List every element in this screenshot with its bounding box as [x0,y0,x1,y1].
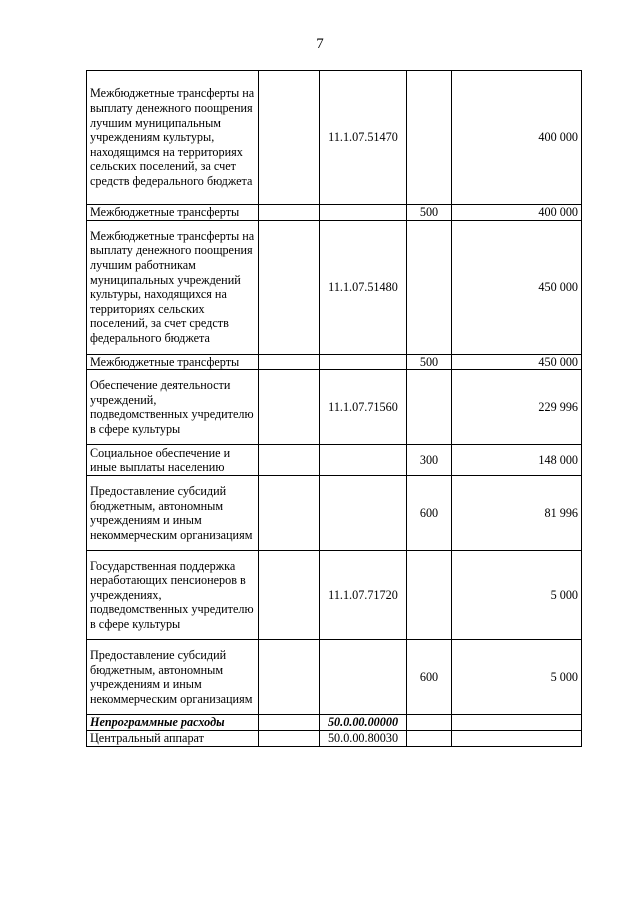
item-name: Межбюджетные трансферты на выплату денежного поощрения лучшим муниципальным учреждениям культуры, находящимся на территориях сельских поселений, за счет средств федерального бюджета [87,71,259,205]
target-code [320,354,407,370]
empty-cell [259,551,320,640]
amount: 400 000 [452,71,582,205]
amount: 450 000 [452,220,582,354]
amount [452,715,582,731]
target-code: 11.1.07.71560 [320,370,407,445]
table-row [87,640,582,715]
table-row [87,205,582,221]
expense-group: 600 [407,640,452,715]
target-code: 50.0.00.80030 [320,731,407,747]
expense-group: 500 [407,205,452,221]
target-code: 50.0.00.00000 [320,715,407,731]
expense-group: 500 [407,354,452,370]
item-name: Межбюджетные трансферты [87,205,259,221]
target-code: 11.1.07.51480 [320,220,407,354]
empty-cell [259,640,320,715]
empty-cell [259,71,320,205]
item-name: Непрограммные расходы [87,715,259,731]
table-row [87,715,582,731]
item-name: Межбюджетные трансферты [87,354,259,370]
expense-group [407,715,452,731]
empty-cell [259,731,320,747]
table-row [87,551,582,640]
target-code [320,476,407,551]
empty-cell [259,354,320,370]
table-row [87,445,582,476]
amount: 229 996 [452,370,582,445]
amount: 5 000 [452,640,582,715]
empty-cell [259,220,320,354]
expense-group: 300 [407,445,452,476]
item-name: Центральный аппарат [87,731,259,747]
empty-cell [259,205,320,221]
amount [452,731,582,747]
empty-cell [259,715,320,731]
item-name: Социальное обеспечение и иные выплаты населению [87,445,259,476]
expense-group [407,71,452,205]
item-name: Предоставление субсидий бюджетным, автономным учреждениям и иным некоммерческим организациям [87,640,259,715]
target-code [320,445,407,476]
target-code [320,205,407,221]
table-row [87,354,582,370]
table-row [87,731,582,747]
amount: 81 996 [452,476,582,551]
item-name: Предоставление субсидий бюджетным, автономным учреждениям и иным некоммерческим организациям [87,476,259,551]
table-row [87,220,582,354]
amount: 5 000 [452,551,582,640]
item-name: Государственная поддержка неработающих пенсионеров в учреждениях, подведомственных учредителю в сфере культуры [87,551,259,640]
amount: 400 000 [452,205,582,221]
table-row [87,476,582,551]
target-code: 11.1.07.51470 [320,71,407,205]
expense-group [407,731,452,747]
expense-group [407,220,452,354]
empty-cell [259,445,320,476]
item-name: Межбюджетные трансферты на выплату денежного поощрения лучшим работникам муниципальных учреждений культуры, находящихся на территориях сельских поселений, за счет средств федерального бюджета [87,220,259,354]
expense-group [407,551,452,640]
table-row [87,71,582,205]
target-code [320,640,407,715]
table-row [87,370,582,445]
page-number: 7 [316,36,324,52]
amount: 450 000 [452,354,582,370]
budget-table [86,70,582,747]
expense-group: 600 [407,476,452,551]
target-code: 11.1.07.71720 [320,551,407,640]
empty-cell [259,370,320,445]
amount: 148 000 [452,445,582,476]
item-name: Обеспечение деятельности учреждений, подведомственных учредителю в сфере культуры [87,370,259,445]
empty-cell [259,476,320,551]
expense-group [407,370,452,445]
